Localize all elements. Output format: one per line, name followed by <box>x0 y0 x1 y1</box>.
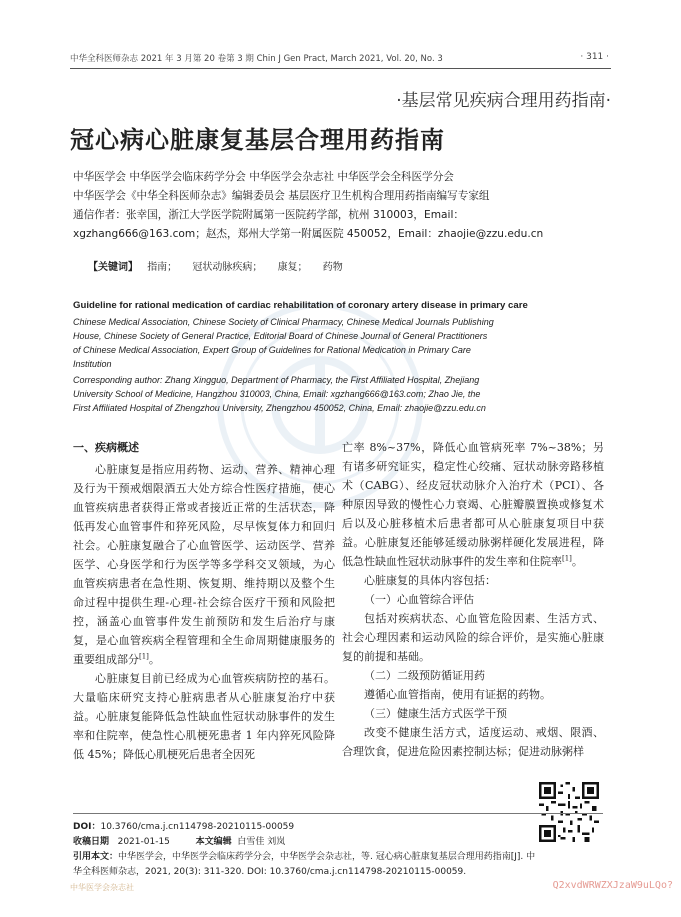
english-authors-line: House, Chinese Society of General Practice, Editorial Board of Chinese Journal of General Practitioners <box>73 331 488 341</box>
english-corresponding-line: University School of Medicine, Hangzhou 310003, China, Email: xgzhang666@163.com; Zhao Jie, the <box>73 389 481 399</box>
publisher-logo: 中华医学会杂志社 <box>70 883 134 892</box>
keyword: 药物 <box>322 262 343 273</box>
watermark-code: Q2xvdWRWZXJzaW9uLQo? <box>552 880 673 891</box>
authors-block <box>73 168 593 244</box>
english-abstract-block <box>73 298 613 415</box>
english-title: Guideline for rational medication of cardiac rehabilitation of coronary artery disease in primary care <box>73 300 528 311</box>
citation-line: 引用本文：中华医学会，中华医学会临床药学分会，中华医学会杂志社，等. 冠心病心脏康复基层合理用药指南[J]. 中华全科医师杂志，2021, 20(3): 311-320. DOI: 10.3760/cma.j.cn114798-20210115-00059. <box>73 852 536 877</box>
received-line: 收稿日期 2021-01-15 本文编辑 白雪佳 刘岚 <box>73 837 286 847</box>
body-paragraph: 亡率 8%~37%，降低心血管病死率 7%~38%；另有诸多研究证实，稳定性心绞痛、冠状动脉旁路移植术（CABG）、经皮冠状动脉介入治疗术（PCI）、各种原因导致的慢性心力衰竭、心脏瓣膜置换或修复术后以及心脏移植术后患者都可从心脏康复项目中获益。心脏康复还能够延缓动脉粥样硬化发展进程，降低急性缺血性冠状动脉事件的发生率和住院率[1]。 <box>342 441 604 568</box>
authors-line: 中华医学会 中华医学会临床药学分会 中华医学会杂志社 中华医学会全科医学分会 <box>73 171 454 183</box>
subsection-heading: （三）健康生活方式医学干预 <box>364 707 507 720</box>
header-rule <box>70 68 611 69</box>
series-tag: ·基层常见疾病合理用药指南· <box>396 91 611 111</box>
doi-line: DOI：10.3760/cma.j.cn114798-20210115-00059 <box>73 822 295 832</box>
english-corresponding-line: Corresponding author: Zhang Xingguo, Department of Pharmacy, the First Affiliated Hospital, Zhejiang <box>73 375 480 385</box>
corresponding-line: 通信作者：张幸国，浙江大学医学院附属第一医院药学部，杭州 310003，Email： <box>73 209 465 221</box>
citation: [1] <box>139 652 149 661</box>
footer-block <box>73 820 543 880</box>
page-number: · 311 · <box>580 52 609 62</box>
body-paragraph: 遵循心血管指南，使用有证据的药物。 <box>364 688 551 701</box>
english-corresponding-line: First Affiliated Hospital of Zhengzhou University, Zhengzhou 450052, China, Email: zhaojie@zzu.edu.cn <box>73 403 486 413</box>
english-authors-line: of Chinese Medical Association, Expert Group of Guidelines for Rational Medication in Primary Care <box>73 345 471 355</box>
subsection-heading: （一）心血管综合评估 <box>364 593 474 606</box>
body-paragraph: 改变不健康生活方式，适度运动、戒烟、限酒、合理饮食，促进危险因素控制达标；促进动脉粥样 <box>342 726 604 758</box>
qr-code <box>539 782 599 842</box>
section-heading: 一、疾病概述 <box>73 441 139 454</box>
citation: [1] <box>562 554 572 563</box>
english-authors-line: Institution <box>73 359 112 369</box>
keywords <box>88 258 355 273</box>
body-left-column <box>73 438 335 764</box>
body-paragraph: 心脏康复是指应用药物、运动、营养、精神心理及行为干预戒烟限酒五大处方综合性医疗措施，使心血管疾病患者获得正常或者接近正常的生活状态，降低再发心血管事件和猝死风险，尽早恢复体力和回归社会。心脏康复融合了心血管医学、运动医学、营养医学、心身医学和行为医学等多学科交叉领域，为心血管疾病患者在急性期、恢复期、维持期以及整个生命过程中提供生理-心理-社会综合医疗干预和风险把控，涵盖心血管事件发生前预防和发生后治疗与康复，是心血管疾病全程管理和全生命周期健康服务的重要组成部分[1]。 <box>73 463 335 666</box>
corresponding-line: xgzhang666@163.com；赵杰，郑州大学第一附属医院 450052，Email：zhaojie@zzu.edu.cn <box>73 228 544 240</box>
body-paragraph: 包括对疾病状态、心血管危险因素、生活方式、社会心理因素和运动风险的综合评价，是实施心脏康复的前提和基础。 <box>342 612 604 663</box>
keyword: 冠状动脉疾病； <box>192 262 263 273</box>
footer-rule <box>73 813 603 814</box>
authors-line: 中华医学会《中华全科医师杂志》编辑委员会 基层医疗卫生机构合理用药指南编写专家组 <box>73 190 490 202</box>
english-authors-line: Chinese Medical Association, Chinese Society of Clinical Pharmacy, Chinese Medical Journals Publishing <box>73 317 494 327</box>
body-paragraph: 心脏康复的具体内容包括： <box>364 574 496 587</box>
keywords-label: 【关键词】 <box>88 262 138 273</box>
body-paragraph: 心脏康复目前已经成为心血管疾病防控的基石。大量临床研究支持心脏病患者从心脏康复治疗中获益。心脏康复能降低急性缺血性冠状动脉事件的发生率和住院率，使急性心肌梗死患者 1 年内猝死风险降低 45%；降低心肌梗死后患者全因死 <box>73 672 335 761</box>
body-right-column <box>342 438 604 761</box>
running-head: 中华全科医师杂志 2021 年 3 月第 20 卷第 3 期 Chin J Gen Pract, March 2021, Vol. 20, No. 3 <box>70 54 443 64</box>
subsection-heading: （二）二级预防循证用药 <box>364 669 485 682</box>
keyword: 康复； <box>277 262 308 273</box>
keyword: 指南； <box>147 262 178 273</box>
article-title: 冠心病心脏康复基层合理用药指南 <box>70 126 445 154</box>
